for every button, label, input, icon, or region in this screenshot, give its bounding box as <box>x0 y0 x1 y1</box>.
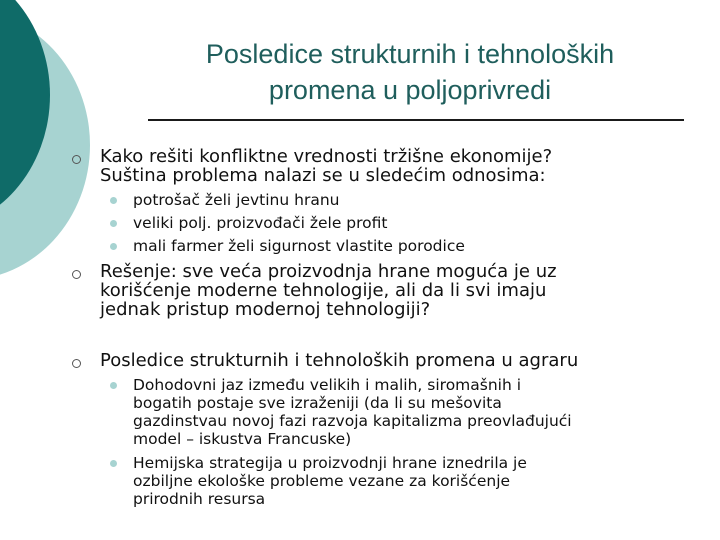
point-1-line-2: Suština problema nalazi se u sledećim odnosima: <box>100 165 546 186</box>
bullet-3-icon <box>72 353 81 372</box>
subpoint-3-2-line-2: ozbiljne ekološke probleme vezane za korišćenje <box>133 472 511 490</box>
point-2-line-1: Rešenje: sve veća proizvodnja hrane moguća je uz <box>100 261 557 282</box>
point-2-line-2: korišćenje moderne tehnologije, ali da li svi imaju <box>100 280 547 301</box>
subpoint-3-1-line-2: bogatih postaje sve izraženiji (da li su mešovita <box>133 394 502 412</box>
subpoint-3-2-line-1: Hemijska strategija u proizvodnji hrane iznedrila je <box>133 454 527 472</box>
point-3 <box>100 351 700 370</box>
point-1-line-1: Kako rešiti konfliktne vrednosti tržišne ekonomije? <box>100 146 553 167</box>
point-3-line-1: Posledice strukturnih i tehnoloških promena u agraru <box>100 350 579 371</box>
subpoint-3-1-line-1: Dohodovni jaz između velikih i malih, siromašnih i <box>133 376 522 394</box>
title-divider <box>148 119 684 121</box>
subpoint-3-1-line-4: model – iskustva Francuske) <box>133 430 352 448</box>
subbullet-1-2-icon <box>110 220 117 227</box>
subpoint-3-1-line-3: gazdinstvau novoj fazi razvoja kapitalizma preovlađujući <box>133 412 572 430</box>
title-line-2: promena u poljoprivredi <box>268 75 552 105</box>
subpoint-3-2 <box>133 454 693 508</box>
subpoint-1-3: mali farmer želi sigurnost vlastite porodice <box>133 237 465 255</box>
subbullet-3-2-icon <box>110 460 117 467</box>
point-2 <box>100 262 700 319</box>
subpoint-3-1 <box>133 376 693 448</box>
bullet-2-icon <box>72 264 81 283</box>
point-2-line-3: jednak pristup modernoj tehnologiji? <box>100 299 431 320</box>
bullet-1-icon <box>72 149 81 168</box>
title-line-1: Posledice strukturnih i tehnoloških <box>205 39 615 69</box>
point-1 <box>100 147 700 185</box>
subpoint-3-2-line-3: prirodnih resursa <box>133 490 266 508</box>
subpoint-1-2: veliki polj. proizvođači žele profit <box>133 214 388 232</box>
subpoint-1-1: potrošač želi jevtinu hranu <box>133 191 340 209</box>
slide-title <box>110 36 710 108</box>
subbullet-1-1-icon <box>110 197 117 204</box>
subbullet-3-1-icon <box>110 382 117 389</box>
subbullet-1-3-icon <box>110 243 117 250</box>
